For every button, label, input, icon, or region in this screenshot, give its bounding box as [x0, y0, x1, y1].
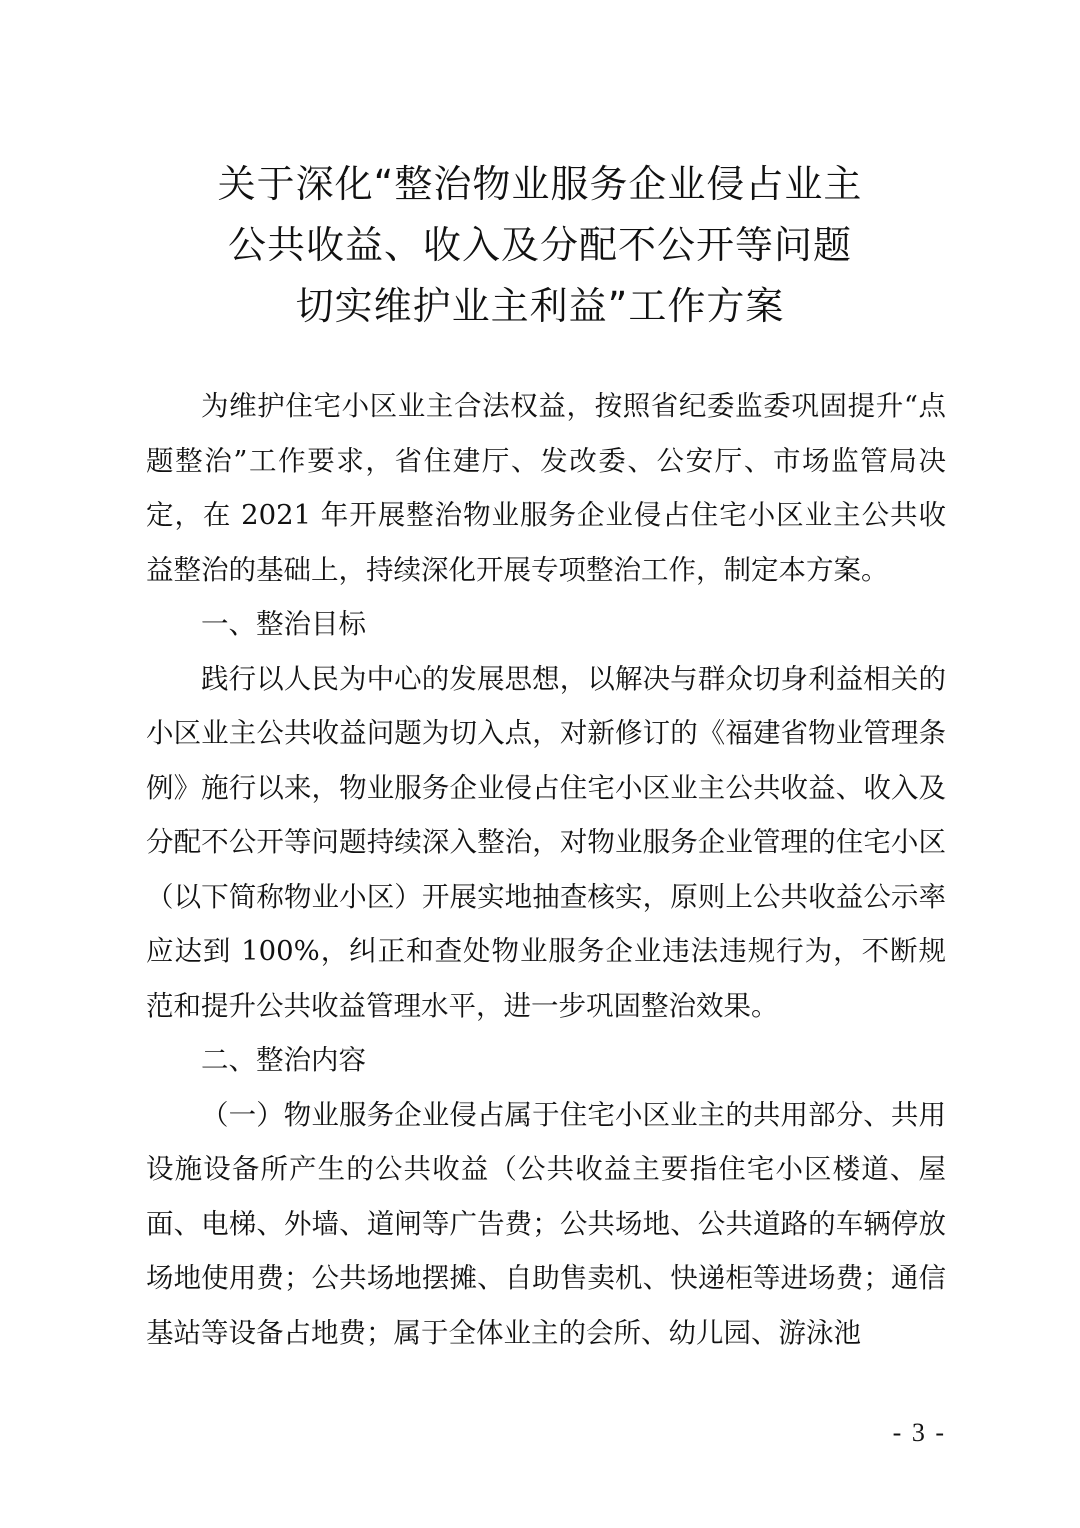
- paragraph-goals: 践行以人民为中心的发展思想，以解决与群众切身利益相关的小区业主公共收益问题为切入点，对新修订的《福建省物业管理条例》施行以来，物业服务企业侵占住宅小区业主公共收益、收入及分配不公开等问题持续深入整治，对物业服务企业管理的住宅小区（以下简称物业小区）开展实地抽查核实，原则上公共收益公示率应达到 100%，纠正和查处物业服务企业违法违规行为，不断规范和提升公共收益管理水平，进一步巩固整治效果。: [146, 662, 946, 1022]
- title-line-3: 切实维护业主利益”工作方案: [295, 284, 785, 328]
- page-number: - 3 -: [892, 1418, 944, 1447]
- section-heading-content: 二、整治内容: [201, 1044, 366, 1076]
- paragraph-content-1: （一）物业服务企业侵占属于住宅小区业主的共用部分、共用设施设备所产生的公共收益（公共收益主要指住宅小区楼道、屋面、电梯、外墙、道闸等广告费；公共场地、公共道路的车辆停放场地使用费；公共场地摆摊、自助售卖机、快递柜等进场费；通信基站等设备占地费；属于全体业主的会所、幼儿园、游泳池: [146, 1098, 946, 1349]
- document-title: [0, 154, 1080, 337]
- title-line-1: 关于深化“整治物业服务企业侵占业主: [217, 162, 863, 206]
- title-line-2: 公共收益、收入及分配不公开等问题: [227, 223, 852, 267]
- document-body: [146, 379, 946, 1360]
- section-heading-goals: 一、整治目标: [201, 608, 366, 640]
- paragraph-intro: 为维护住宅小区业主合法权益，按照省纪委监委巩固提升“点题整治”工作要求，省住建厅、发改委、公安厅、市场监管局决定，在 2021 年开展整治物业服务企业侵占住宅小区业主公共收益整治的基础上，持续深化开展专项整治工作，制定本方案。: [146, 390, 946, 586]
